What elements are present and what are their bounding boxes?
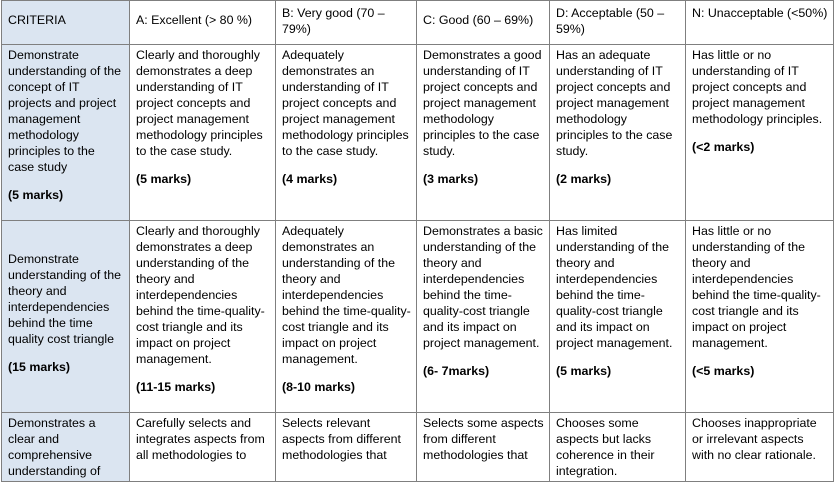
marks-label: (8-10 marks): [282, 380, 356, 394]
marks-label: (6- 7marks): [423, 364, 490, 378]
marks-label: (<5 marks): [692, 364, 755, 378]
marks-label: (5 marks): [136, 172, 192, 186]
header-grade-n: N: Unacceptable (<50%): [686, 1, 834, 45]
grade-c-cell: [417, 413, 550, 482]
descriptor-text: Has limited understanding of the theory and interdependencies behind the time-quality-cost triangle and its impact on project management.: [556, 224, 673, 350]
descriptor-text: Clearly and thoroughly demonstrates a deep understanding of IT project concepts and project management methodology principles to the case study.: [136, 48, 263, 158]
table-row: [2, 45, 834, 221]
header-grade-d: D: Acceptable (50 – 59%): [550, 1, 686, 45]
marks-label: (4 marks): [282, 172, 338, 186]
criteria-marks: (5 marks): [8, 188, 64, 202]
descriptor-text: Demonstrates a good understanding of IT project concepts and project management methodology principles to the case study.: [423, 48, 542, 158]
criteria-text: Demonstrate understanding of the theory and interdependencies behind the time quality cost triangle: [8, 252, 121, 346]
descriptor-text: Has little or no understanding of IT project concepts and project management methodology principles.: [692, 48, 823, 126]
grade-b-cell: [276, 413, 417, 482]
grade-d-cell: [550, 221, 686, 413]
descriptor-text: Adequately demonstrates an understanding of the theory and interdependencies behind the time-quality-cost triangle and its impact on project management.: [282, 224, 411, 366]
criteria-text: Demonstrate understanding of the concept of IT projects and project management methodology principles to the case study: [8, 48, 121, 174]
grade-d-cell: [550, 45, 686, 221]
criteria-cell: [2, 221, 130, 413]
criteria-marks: (15 marks): [8, 360, 70, 374]
criteria-text: Demonstrates a clear and comprehensive understanding of: [8, 416, 101, 478]
header-grade-b: B: Very good (70 – 79%): [276, 1, 417, 45]
descriptor-text: Selects relevant aspects from different methodologies that: [282, 416, 401, 462]
grade-b-cell: [276, 45, 417, 221]
marks-label: (3 marks): [423, 172, 479, 186]
grade-b-cell: [276, 221, 417, 413]
grade-a-cell: [130, 413, 276, 482]
descriptor-text: Adequately demonstrates an understanding of IT project concepts and project management methodology principles to the case study.: [282, 48, 409, 158]
descriptor-text: Carefully selects and integrates aspects from all methodologies to: [136, 416, 265, 462]
grade-c-cell: [417, 221, 550, 413]
marks-label: (11-15 marks): [136, 380, 216, 394]
grade-c-cell: [417, 45, 550, 221]
descriptor-text: Clearly and thoroughly demonstrates a deep understanding of the theory and interdependencies behind the time-quality-cost triangle and its impact on project management.: [136, 224, 265, 366]
criteria-cell: [2, 45, 130, 221]
table-row: [2, 221, 834, 413]
grade-n-cell: [686, 413, 834, 482]
grade-d-cell: [550, 413, 686, 482]
grade-n-cell: [686, 221, 834, 413]
header-criteria: CRITERIA: [2, 1, 130, 45]
descriptor-text: Chooses inappropriate or irrelevant aspects with no clear rationale.: [692, 416, 817, 462]
table-row: [2, 413, 834, 482]
marks-label: (2 marks): [556, 172, 612, 186]
criteria-cell: [2, 413, 130, 482]
grade-a-cell: [130, 45, 276, 221]
header-grade-a: A: Excellent (> 80 %): [130, 1, 276, 45]
descriptor-text: Chooses some aspects but lacks coherence in their integration.: [556, 416, 655, 478]
marking-rubric-table: [1, 0, 834, 482]
header-grade-c: C: Good (60 – 69%): [417, 1, 550, 45]
header-row: [2, 1, 834, 45]
descriptor-text: Has little or no understanding of the theory and interdependencies behind the time-quality-cost triangle and its impact on project management.: [692, 224, 821, 350]
marks-label: (<2 marks): [692, 140, 755, 154]
marks-label: (5 marks): [556, 364, 612, 378]
grade-a-cell: [130, 221, 276, 413]
descriptor-text: Has an adequate understanding of IT project concepts and project management methodology principles to the case study.: [556, 48, 673, 158]
descriptor-text: Selects some aspects from different methodologies that: [423, 416, 544, 462]
grade-n-cell: [686, 45, 834, 221]
descriptor-text: Demonstrates a basic understanding of the theory and interdependencies behind the time-quality-cost triangle and its impact on project management.: [423, 224, 543, 350]
